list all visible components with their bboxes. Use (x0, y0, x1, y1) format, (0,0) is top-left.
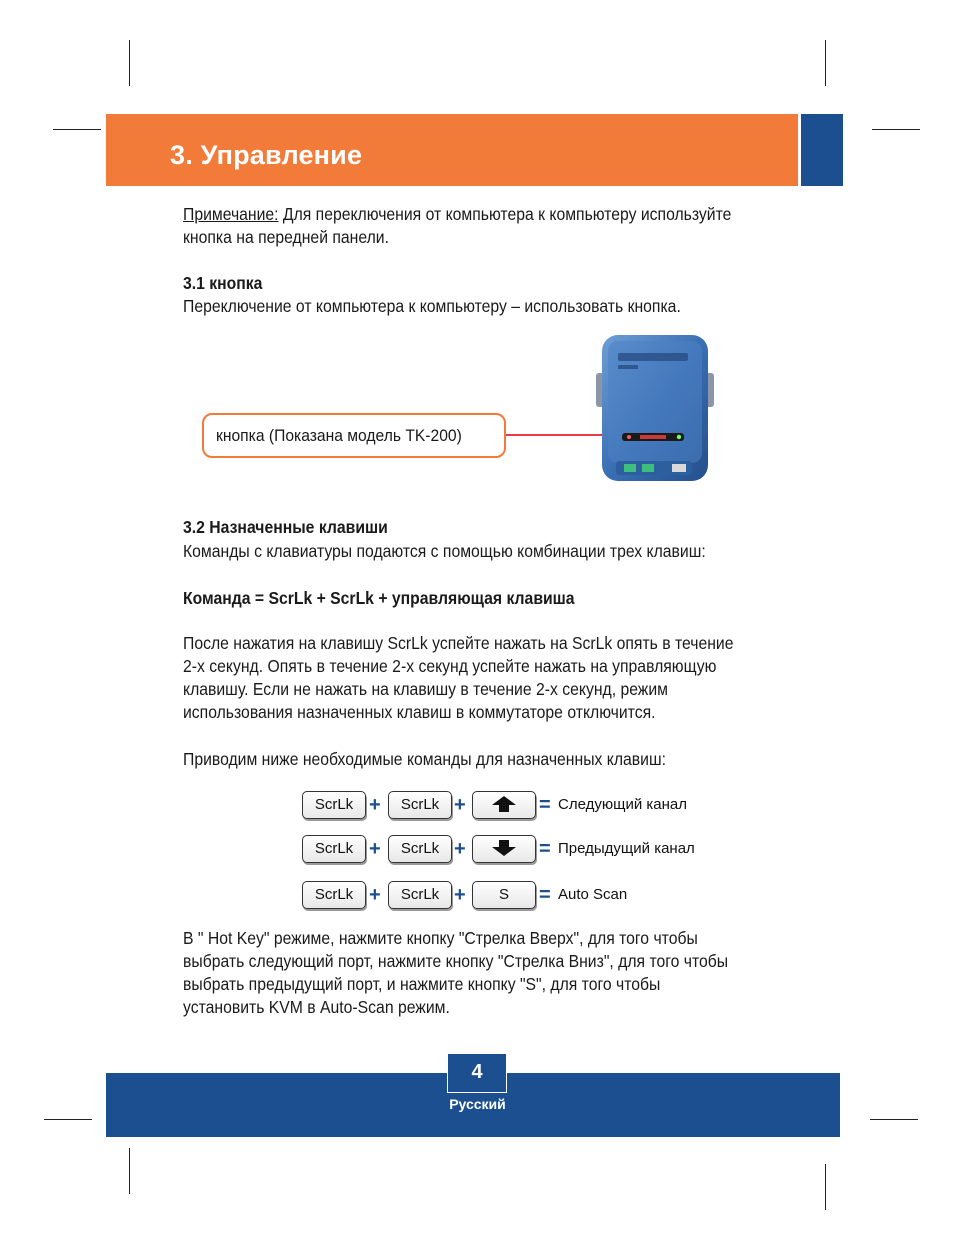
crop-mark (825, 40, 826, 86)
equals-sign: = (539, 838, 551, 860)
plus-sign: + (454, 884, 466, 906)
crop-mark (44, 1119, 92, 1120)
explain-line: 2-х секунд. Опять в течение 2-х секунд успейте нажать на управляющую (183, 656, 717, 676)
down-arrow-icon (491, 839, 517, 857)
scrlk-key: ScrLk (302, 881, 366, 909)
up-arrow-key (472, 791, 536, 819)
plus-sign: + (369, 794, 381, 816)
summary-paragraph (183, 927, 728, 1019)
scrlk-key: ScrLk (388, 791, 452, 819)
plus-sign: + (369, 884, 381, 906)
explain-paragraph (183, 632, 733, 724)
section2-text: Команды с клавиатуры подаются с помощью комбинации трех клавиш: (183, 541, 706, 561)
crop-mark (129, 1148, 130, 1194)
hotkey-desc: Auto Scan (558, 886, 628, 903)
summary-line: В " Hot Key" режиме, нажмите кнопку "Стрелка Вверх", для того чтобы (183, 928, 698, 948)
explain-line: После нажатия на клавишу ScrLk успейте нажать на ScrLk опять в течение (183, 633, 734, 653)
plus-sign: + (454, 838, 466, 860)
equals-sign: = (539, 884, 551, 906)
scrlk-key: ScrLk (388, 881, 452, 909)
section1-heading: 3.1 кнопка (183, 273, 263, 293)
plus-sign: + (454, 794, 466, 816)
note-text-line1: Для переключения от компьютера к компьютеру используйте (278, 204, 732, 224)
explain-line: клавишу. Если не нажать на клавишу в течение 2-х секунд, режим (183, 679, 668, 699)
hotkey-desc: Предыдущий канал (558, 840, 695, 857)
scrlk-key: ScrLk (302, 835, 366, 863)
note-paragraph (183, 203, 731, 249)
button-callout (202, 413, 506, 458)
down-arrow-key (472, 835, 536, 863)
crop-mark (53, 129, 101, 130)
summary-line: выбрать следующий порт, нажмите кнопку "Стрелка Вниз", для того чтобы (183, 951, 729, 971)
page-title: 3. Управление (170, 140, 363, 170)
page-number: 4 (447, 1053, 507, 1093)
s-key: S (472, 881, 536, 909)
summary-line: установить KVM в Auto-Scan режим. (183, 997, 450, 1017)
section1-text: Переключение от компьютера к компьютеру – использовать кнопка. (183, 296, 681, 316)
equals-sign: = (539, 794, 551, 816)
hotkey-intro: Приводим ниже необходимые команды для назначенных клавиш: (183, 749, 666, 769)
crop-mark (129, 40, 130, 86)
hotkey-desc: Следующий канал (558, 796, 687, 813)
up-arrow-icon (491, 795, 517, 813)
explain-line: использования назначенных клавиш в коммутаторе отключится. (183, 702, 656, 722)
callout-label: кнопка (Показана модель TK-200) (216, 426, 462, 445)
note-text-line2: кнопка на передней панели. (183, 227, 389, 247)
plus-sign: + (369, 838, 381, 860)
command-formula: Команда = ScrLk + ScrLk + управляющая клавиша (183, 588, 575, 608)
summary-line: выбрать предыдущий порт, и нажмите кнопку "S", для того чтобы (183, 974, 661, 994)
header-accent (801, 114, 843, 186)
crop-mark (825, 1164, 826, 1210)
crop-mark (872, 129, 920, 130)
section2-heading: 3.2 Назначенные клавиши (183, 517, 388, 537)
footer-language: Русский (449, 1096, 506, 1112)
crop-mark (870, 1119, 918, 1120)
scrlk-key: ScrLk (302, 791, 366, 819)
kvm-device-image (596, 333, 714, 483)
note-label: Примечание: (183, 204, 279, 224)
scrlk-key: ScrLk (388, 835, 452, 863)
